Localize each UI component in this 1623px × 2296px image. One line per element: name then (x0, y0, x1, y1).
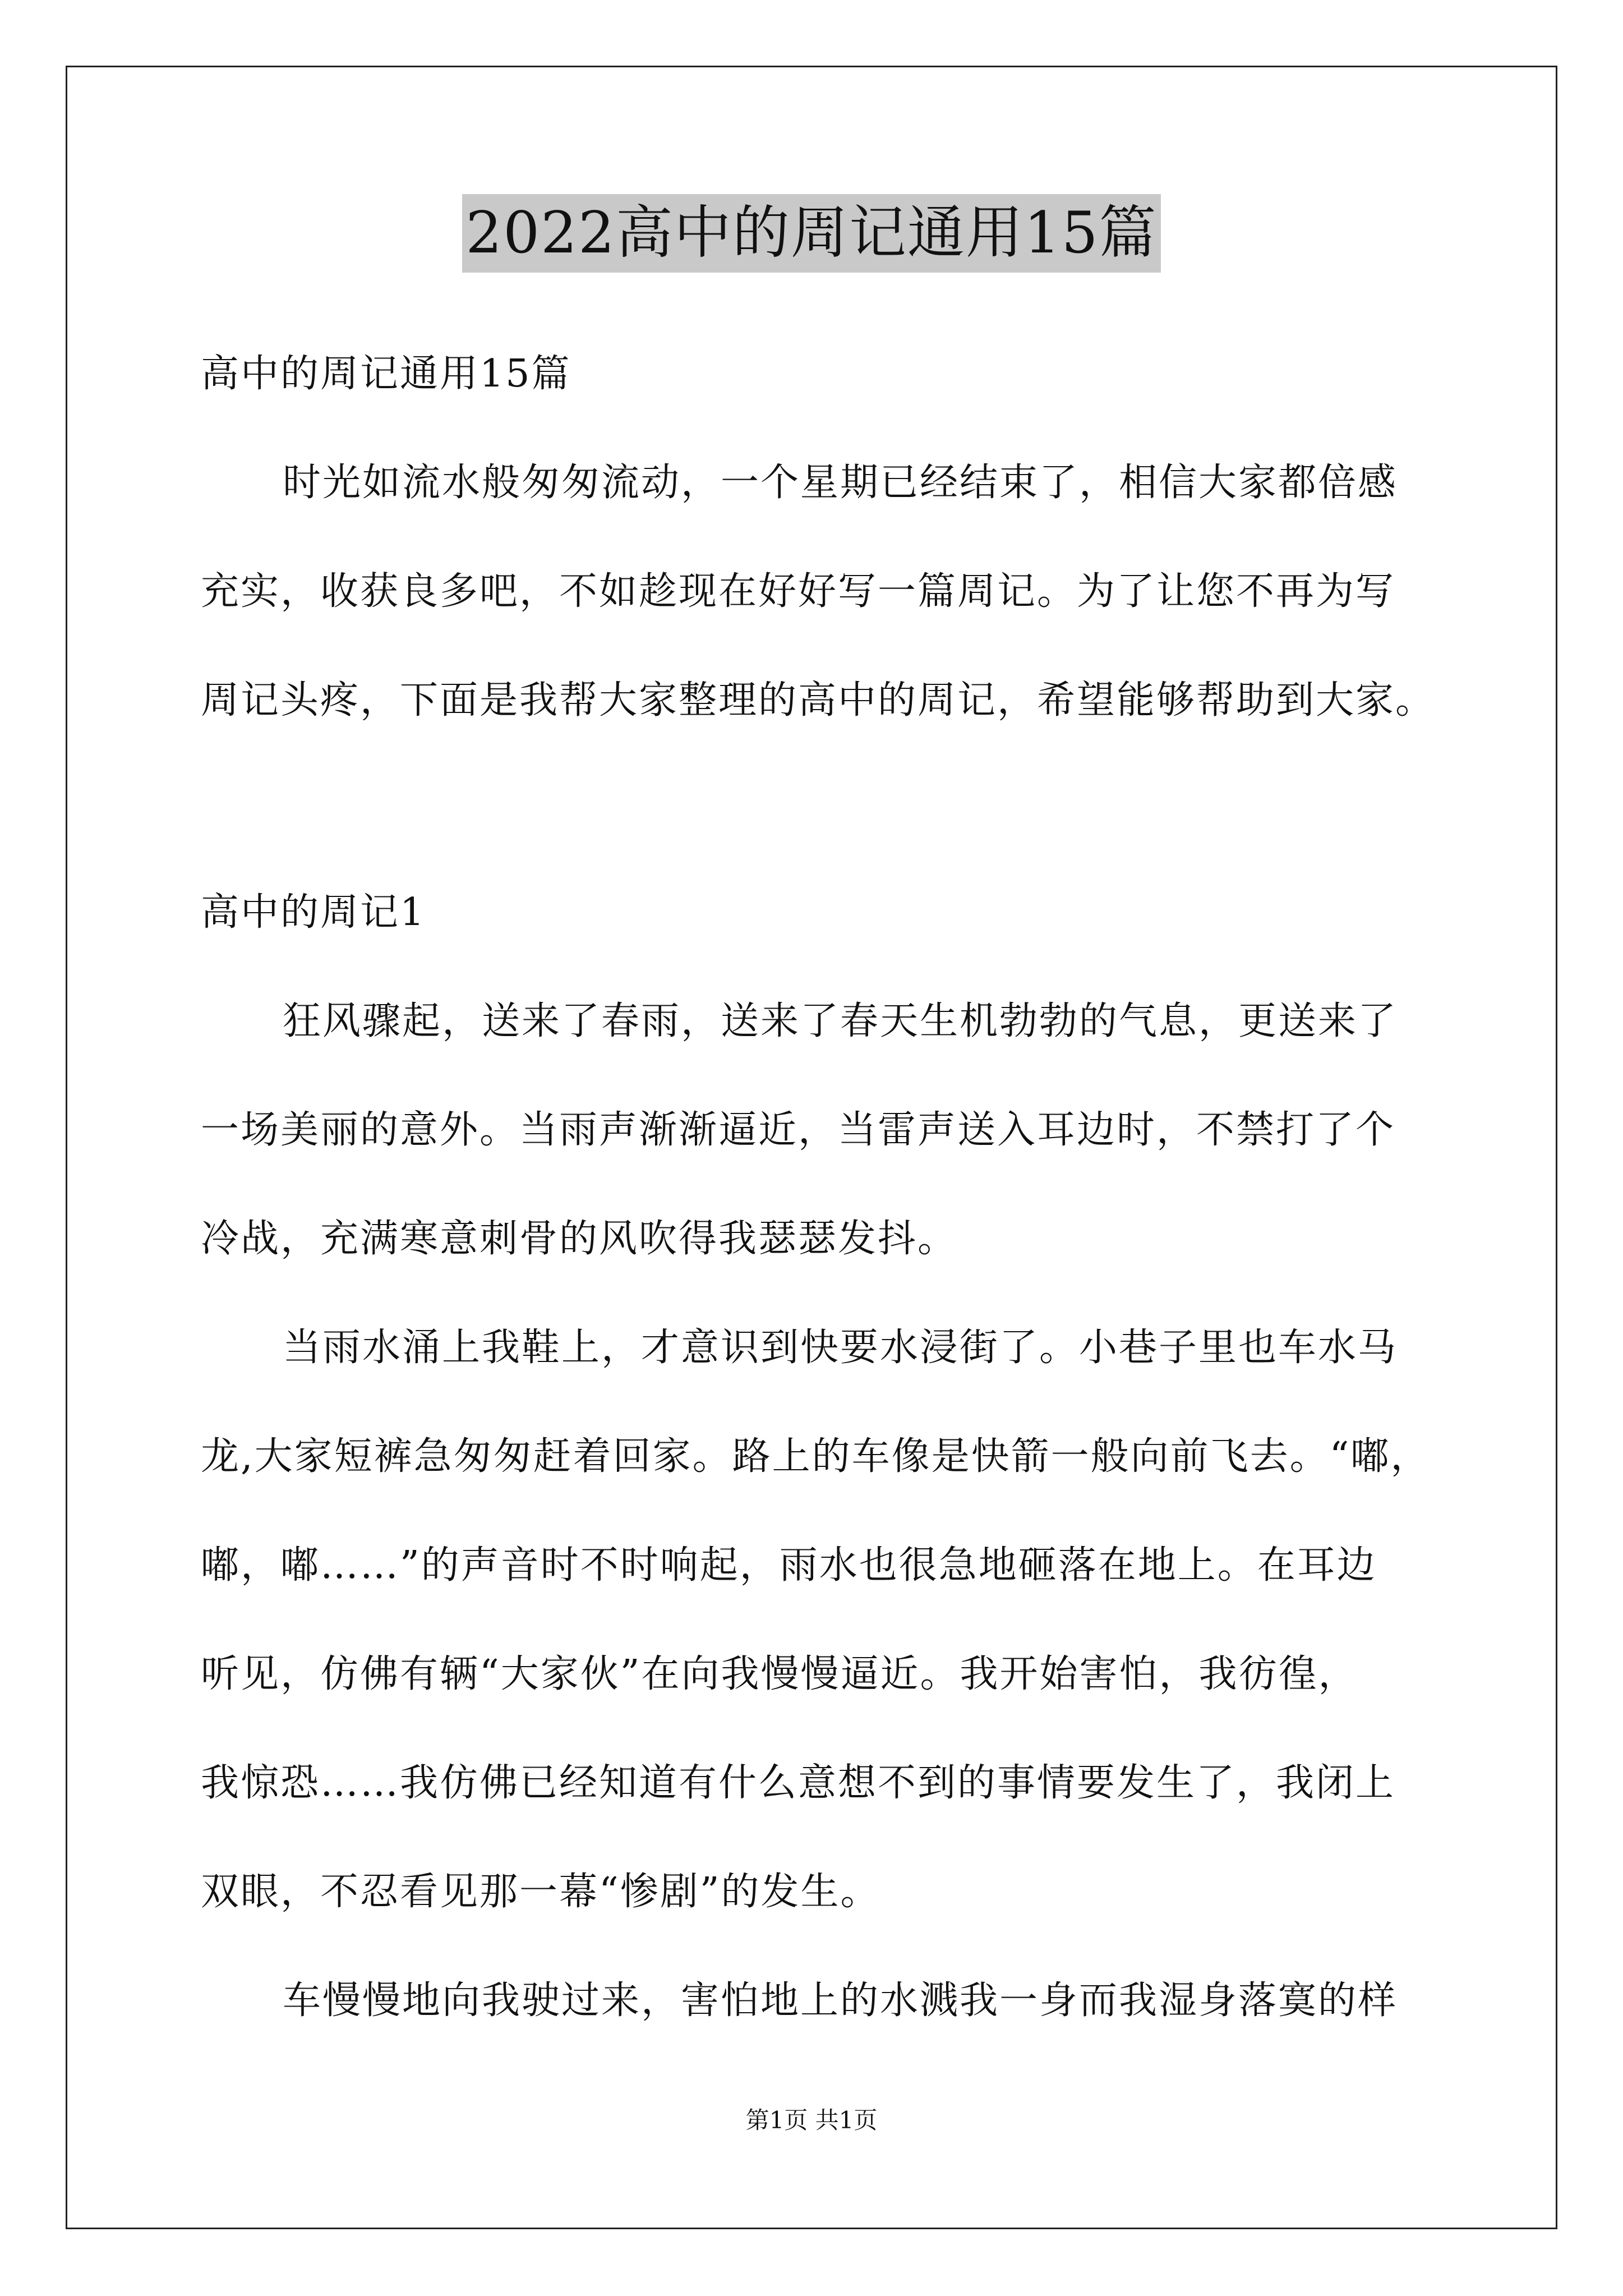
paragraph-line: 嘟，嘟……”的声音时不时响起，雨水也很急地砸落在地上。在耳边 (201, 1543, 1377, 1588)
intro-line: 充实，收获良多吧，不如趁现在好好写一篇周记。为了让您不再为写 (201, 569, 1396, 614)
paragraph-line: 当雨水涌上我鞋上，才意识到快要水浸街了。小巷子里也车水马 (283, 1326, 1398, 1370)
title-container (0, 194, 1623, 273)
intro-line: 周记头疼，下面是我帮大家整理的高中的周记，希望能够帮助到大家。 (201, 678, 1436, 723)
paragraph-line: 狂风骤起，送来了春雨，送来了春天生机勃勃的气息，更送来了 (283, 999, 1398, 1043)
document-title: 2022高中的周记通用15篇 (462, 194, 1160, 273)
paragraph-line: 我惊恐……我仿佛已经知道有什么意想不到的事情要发生了，我闭上 (201, 1761, 1396, 1805)
page-number-footer: 第1页 共1页 (745, 2106, 878, 2134)
paragraph-line: 龙,大家短裤急匆匆赶着回家。路上的车像是快箭一般向前飞去。“嘟， (201, 1434, 1431, 1479)
document-subtitle: 高中的周记通用15篇 (201, 352, 571, 396)
intro-line: 时光如流水般匆匆流动，一个星期已经结束了，相信大家都倍感 (283, 461, 1398, 505)
paragraph-line: 冷战，充满寒意刺骨的风吹得我瑟瑟发抖。 (201, 1217, 958, 1261)
paragraph-line: 车慢慢地向我驶过来，害怕地上的水溅我一身而我湿身落寞的样 (283, 1978, 1398, 2023)
paragraph-line: 双眼，不忍看见那一幕“惨剧”的发生。 (201, 1870, 880, 1914)
section-heading: 高中的周记1 (201, 890, 426, 935)
paragraph-line: 听见，仿佛有辆“大家伙”在向我慢慢逼近。我开始害怕，我彷徨， (201, 1652, 1358, 1696)
paragraph-line: 一场美丽的意外。当雨声渐渐逼近，当雷声送入耳边时，不禁打了个 (201, 1108, 1396, 1152)
